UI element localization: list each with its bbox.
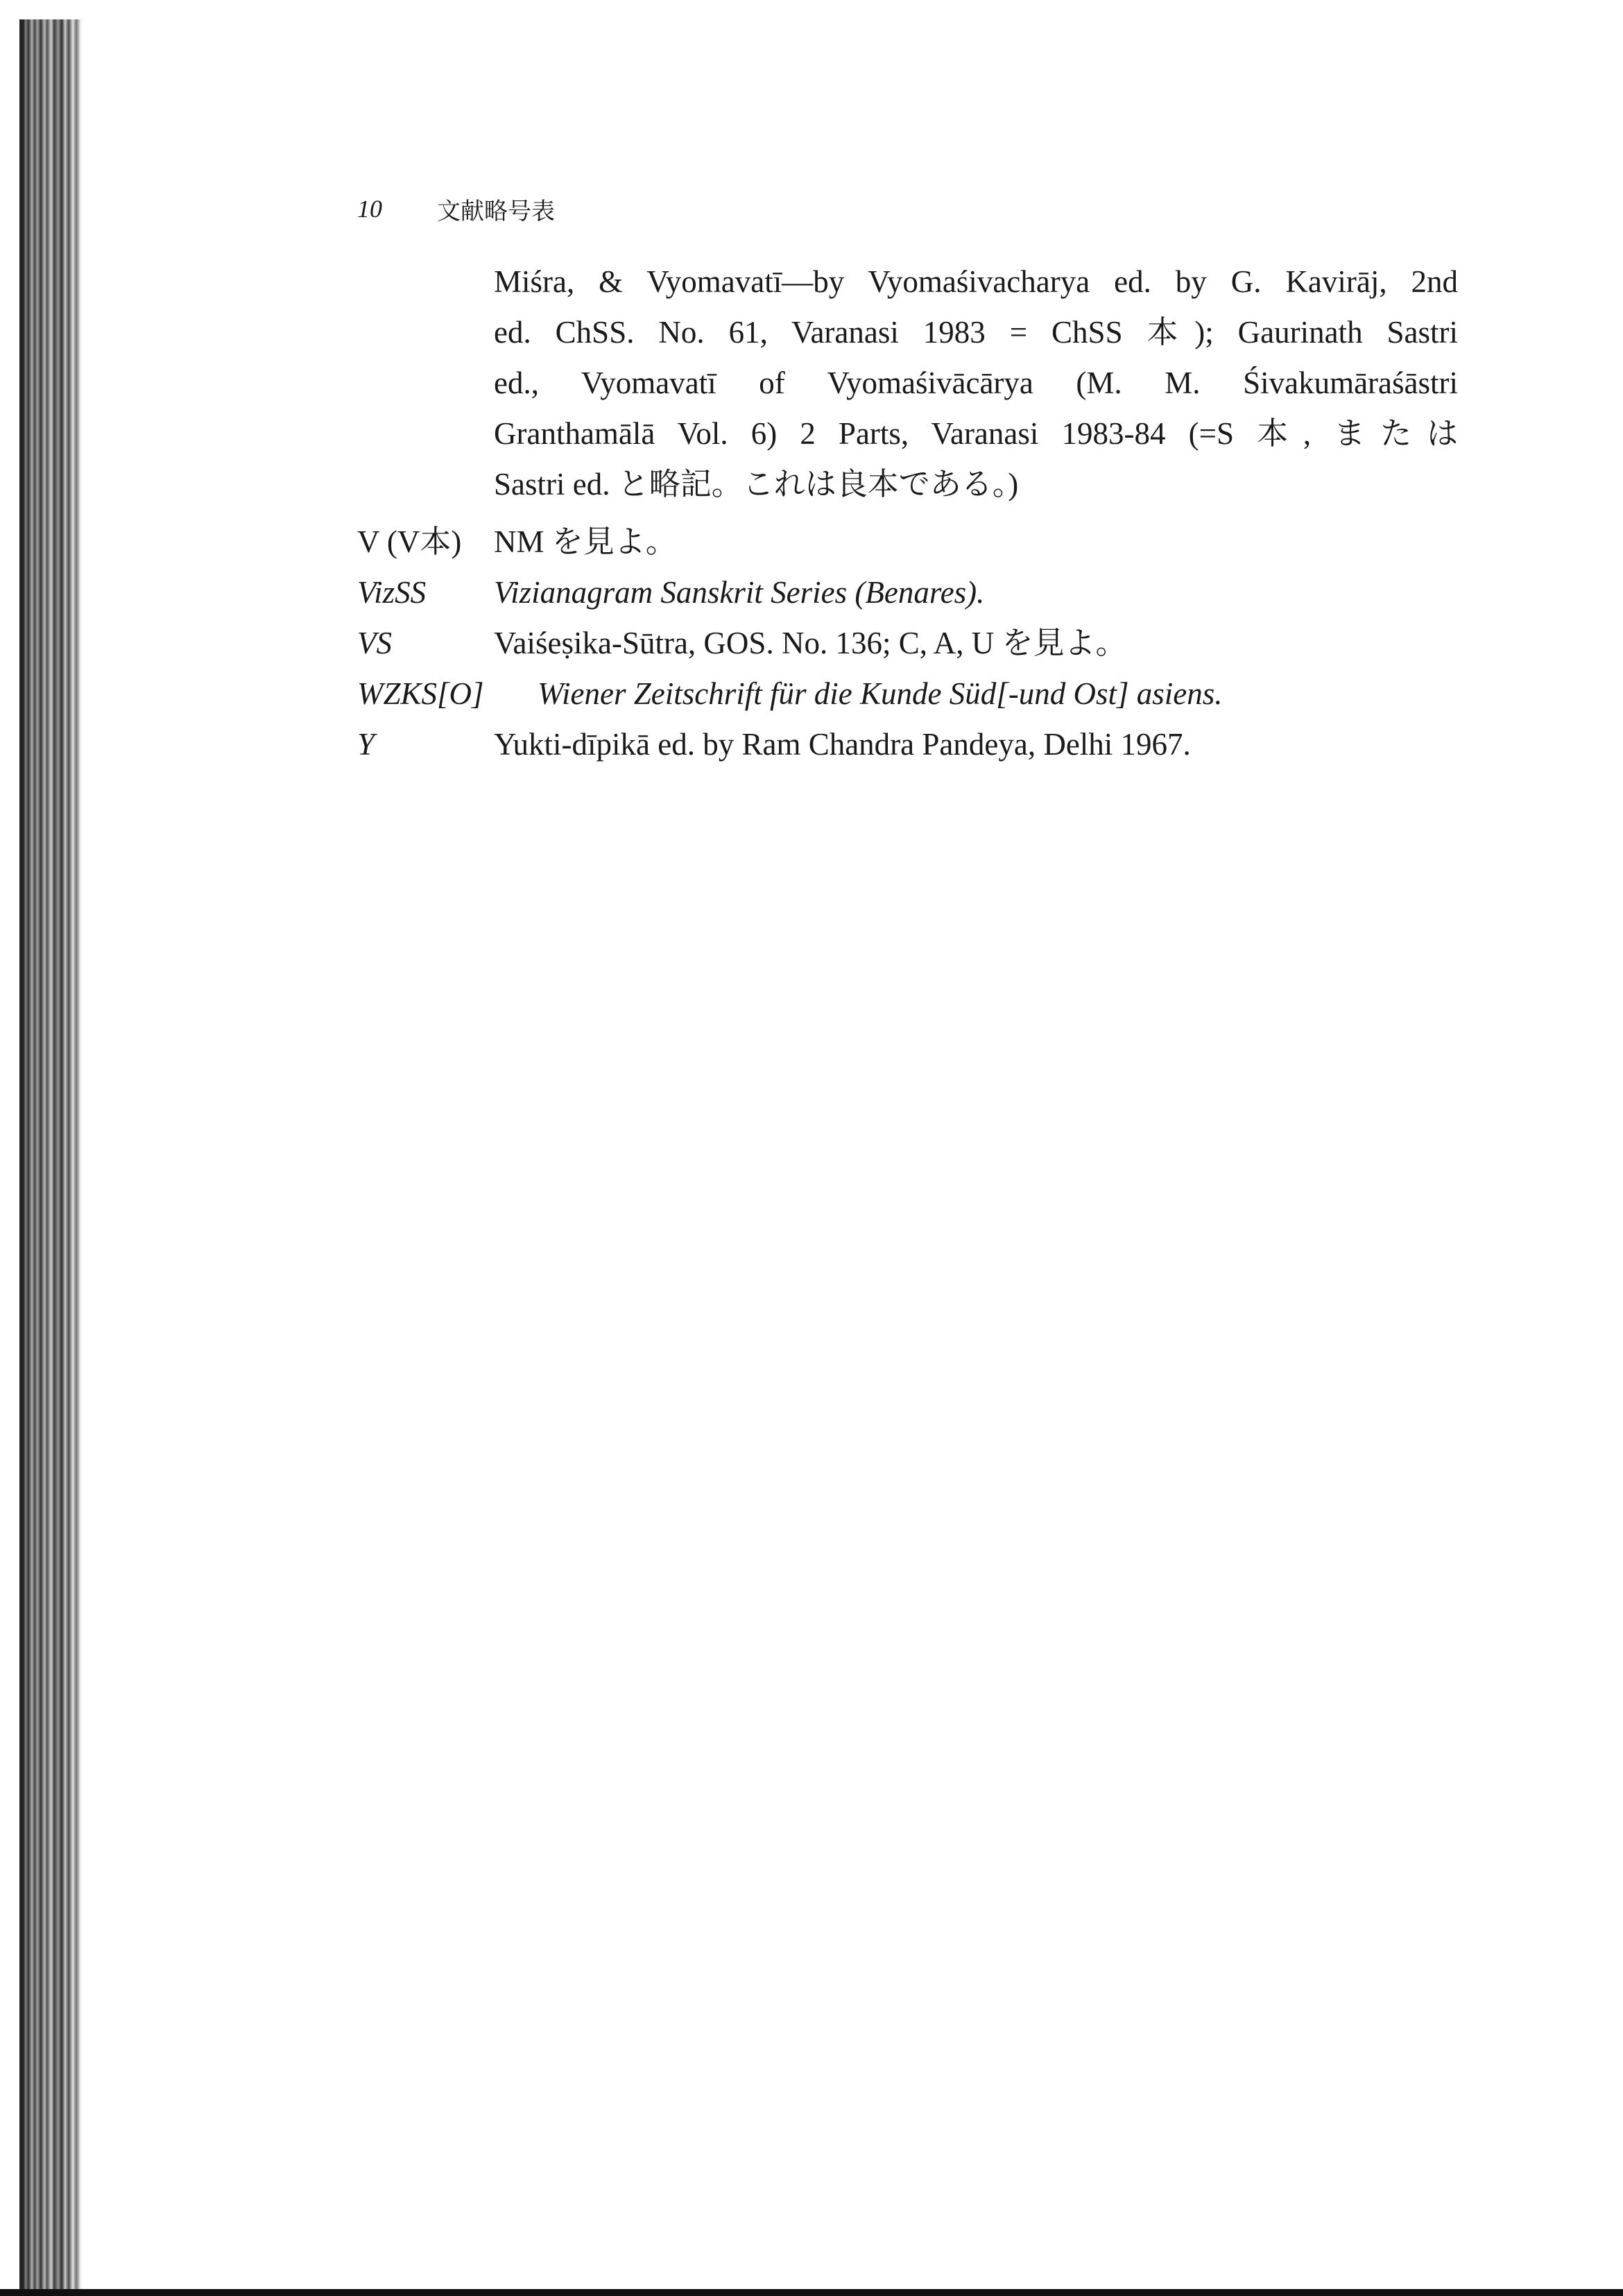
scan-binding-edge (19, 19, 83, 2289)
abbreviation-description: Vaiśeṣika-Sūtra, GOS. No. 136; C, A, U を見よ。 (494, 626, 1127, 660)
continued-line-2-text: ed. ChSS. No. 61, Varanasi 1983 = ChSS 本); Gaurinath Sastri (494, 315, 1458, 350)
continued-line-4 (494, 409, 1458, 459)
continued-line-3-text: ed., Vyomavatī of Vyomaśivācārya (M. M. Śivakumāraśāstri (494, 366, 1458, 400)
continued-line-1-text: Miśra, & Vyomavatī—by Vyomaśivacharya ed. by G. Kavirāj, 2nd (494, 264, 1458, 299)
abbreviation-description: Vizianagram Sanskrit Series (Benares). (494, 575, 985, 610)
abbreviation-description: Wiener Zeitschrift für die Kunde Süd[-und Ost] asiens. (538, 676, 1223, 711)
abbreviation-entry (357, 669, 1467, 719)
abbreviation-description: NM を見よ。 (494, 524, 677, 559)
abbreviation: WZKS[O] (357, 676, 484, 711)
abbreviation-list (357, 517, 1467, 770)
continued-line-5-text: Sastri ed. と略記。これは良本である。) (494, 467, 1019, 502)
scan-bottom-edge (0, 2289, 1623, 2296)
running-title: 文献略号表 (437, 197, 555, 225)
abbreviation: VizSS (357, 575, 427, 610)
abbreviation: VS (357, 626, 392, 660)
abbreviation: V (V本) (357, 524, 462, 559)
abbreviation-entry (357, 719, 1467, 770)
abbreviation-entry (357, 567, 1467, 618)
continued-entry (494, 257, 1458, 510)
continued-line-4-text: Granthamālā Vol. 6) 2 Parts, Varanasi 1983-84 (=S 本, または (494, 416, 1458, 451)
continued-line-1 (494, 257, 1458, 307)
continued-line-5 (494, 459, 1458, 510)
abbreviation-entry (357, 618, 1467, 669)
page-number: 10 (357, 195, 382, 223)
abbreviation: Y (357, 727, 375, 762)
continued-line-2 (494, 307, 1458, 358)
running-head (357, 191, 555, 226)
abbreviation-description: Yukti-dīpikā ed. by Ram Chandra Pandeya, Delhi 1967. (494, 727, 1191, 762)
abbreviation-entry (357, 517, 1467, 567)
continued-line-3 (494, 358, 1458, 409)
